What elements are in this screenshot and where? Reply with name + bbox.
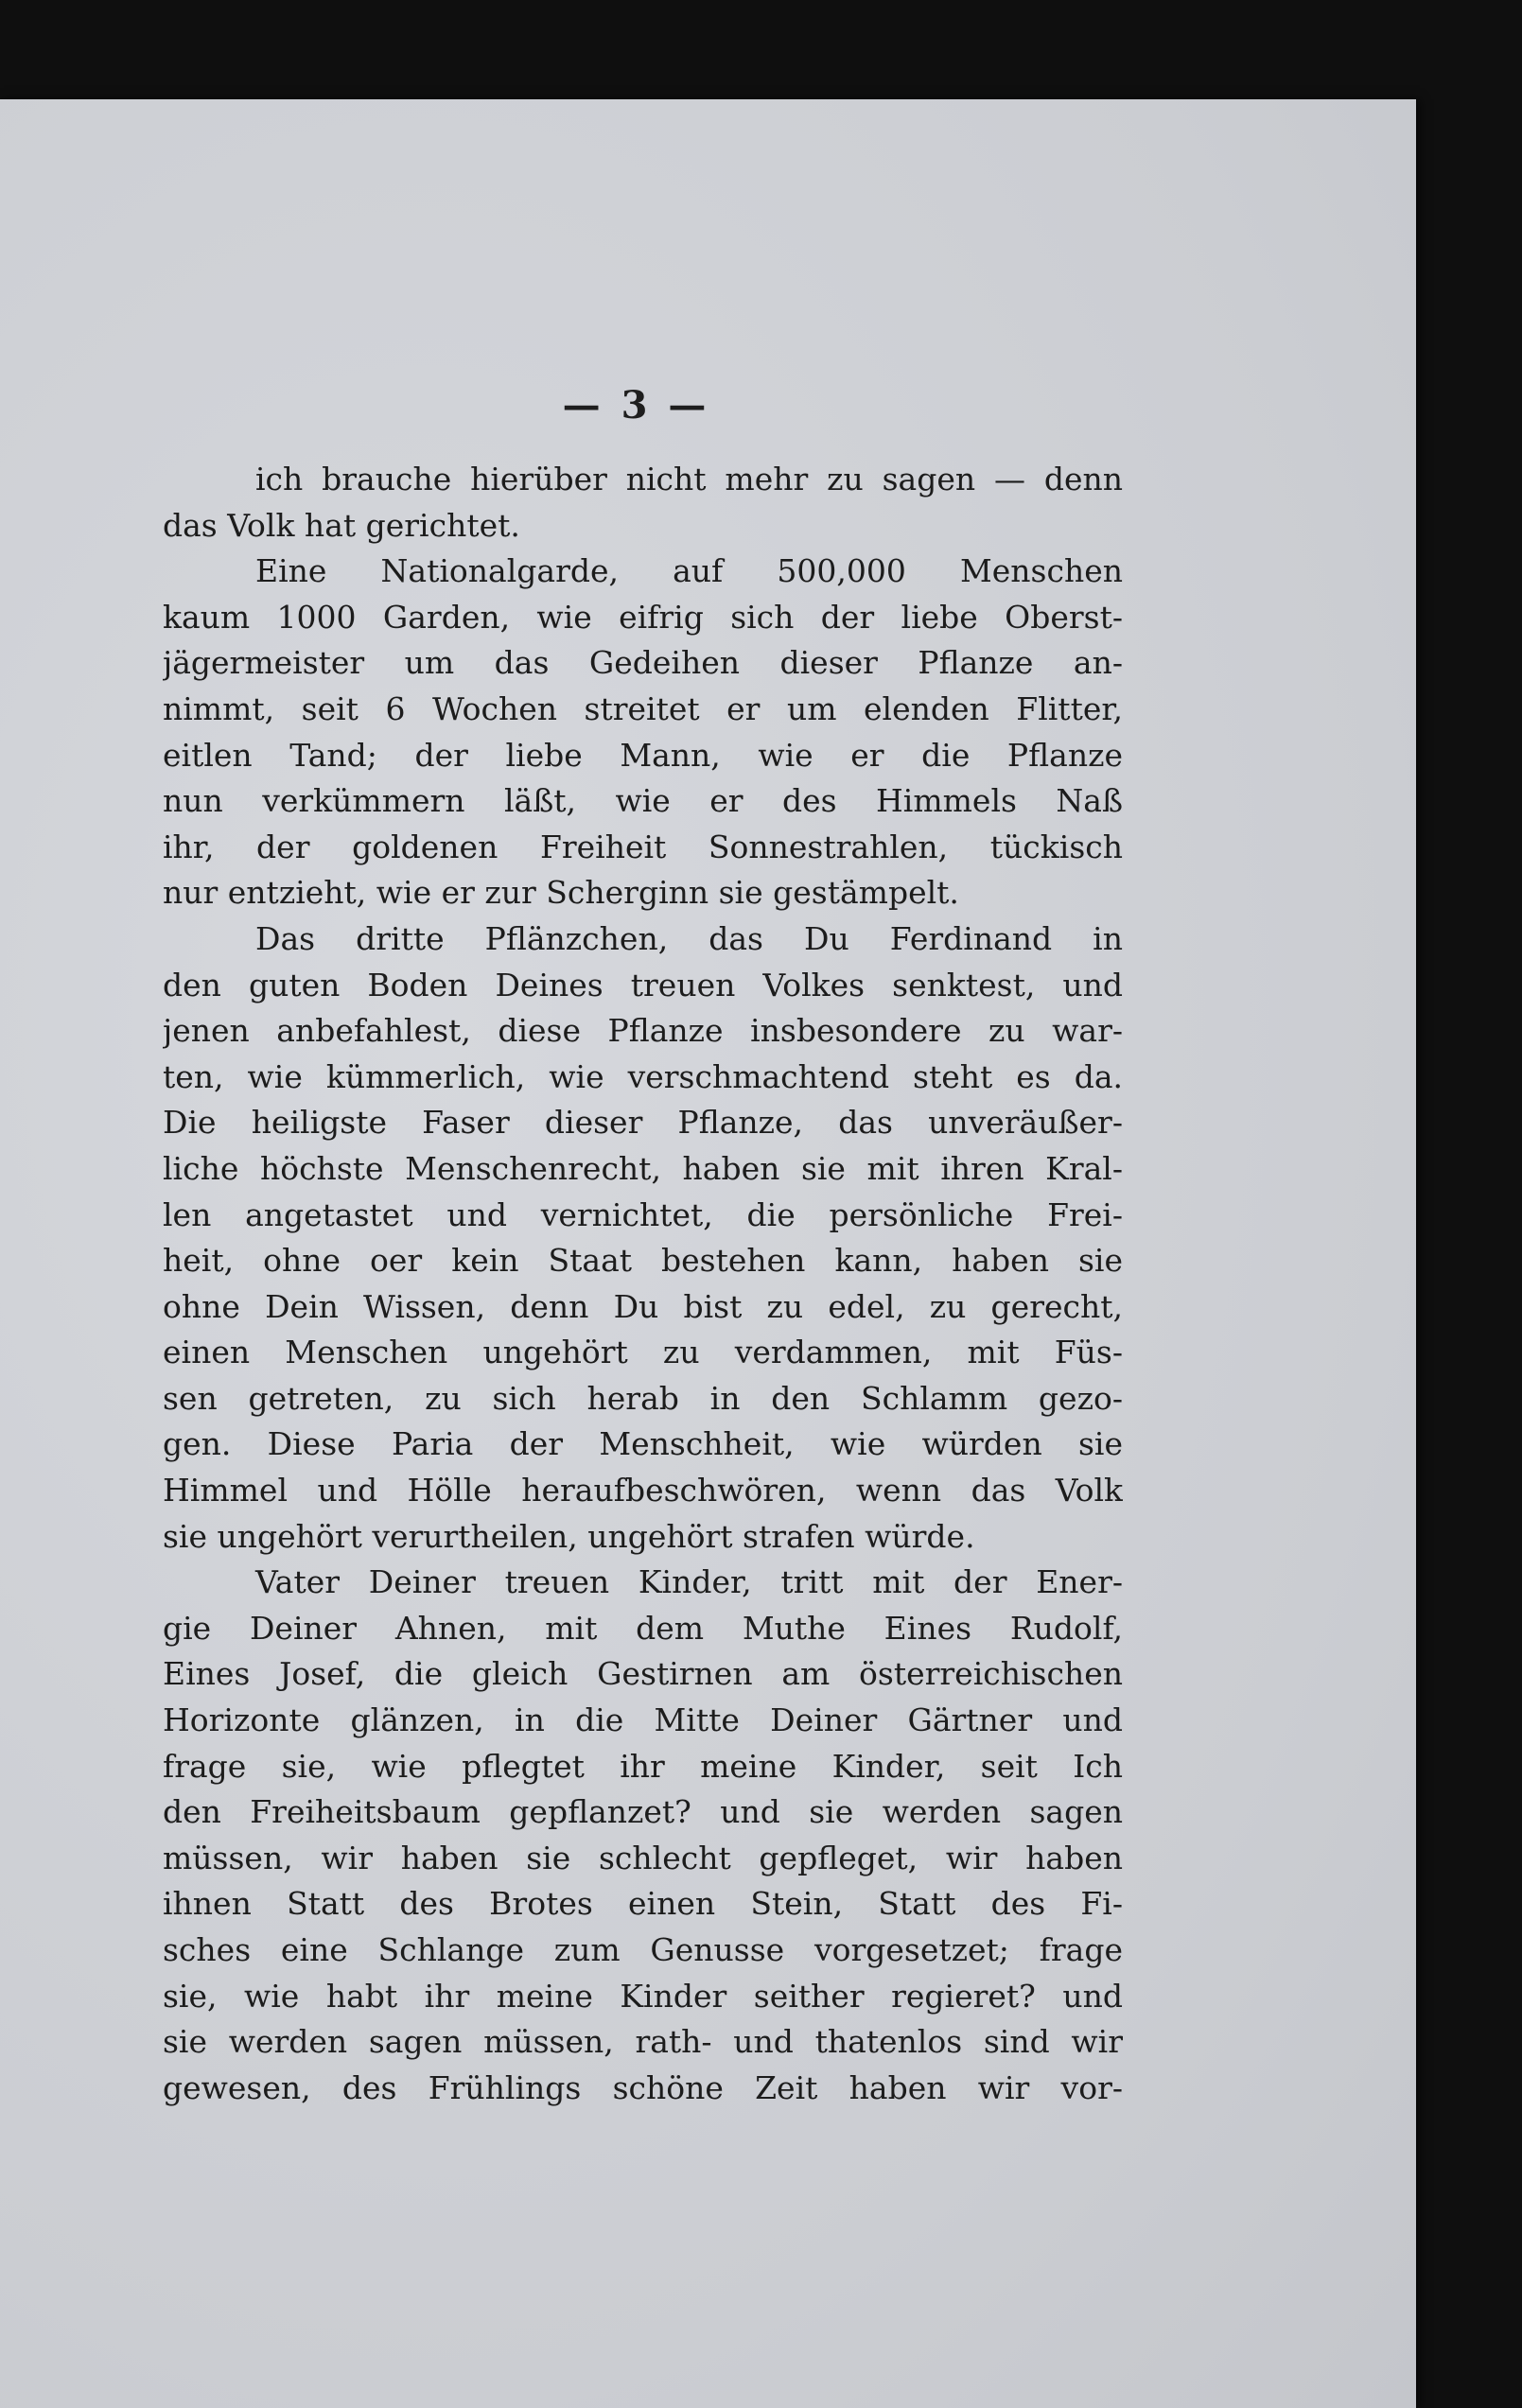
text-line: jägermeister um das Gedeihen dieser Pflanze an- (163, 644, 1123, 682)
text-line: den guten Boden Deines treuen Volkes senktest, und (163, 966, 1123, 1003)
text-line: ich brauche hierüber nicht mehr zu sagen — denn (255, 461, 1123, 497)
text-line: sie ungehört verurtheilen, ungehört strafen würde. (163, 1517, 975, 1555)
text-line: sie, wie habt ihr meine Kinder seither regieret? und (163, 1977, 1123, 2015)
book-page (0, 99, 1416, 2408)
text-line: Eine Nationalgarde, auf 500,000 Menschen (255, 552, 1123, 590)
text-line: Himmel und Hölle heraufbeschwören, wenn das Volk (163, 1472, 1123, 1509)
text-line: ihr, der goldenen Freiheit Sonnestrahlen, tückisch (163, 828, 1123, 865)
text-line: das Volk hat gerichtet. (163, 506, 520, 544)
text-line: nur entzieht, wie er zur Scherginn sie gestämpelt. (163, 874, 959, 912)
text-line: gie Deiner Ahnen, mit dem Muthe Eines Rudolf, (163, 1609, 1123, 1647)
text-line: Horizonte glänzen, in die Mitte Deiner Gärtner und (163, 1701, 1123, 1739)
text-line: kaum 1000 Garden, wie eifrig sich der liebe Oberst- (163, 598, 1123, 636)
text-line: len angetastet und vernichtet, die persönliche Frei- (163, 1195, 1123, 1233)
text-line: müssen, wir haben sie schlecht gepfleget, wir haben (163, 1839, 1123, 1876)
text-line: Die heiligste Faser dieser Pflanze, das unveräußer- (163, 1104, 1123, 1142)
text-line: gen. Diese Paria der Menschheit, wie würden sie (163, 1425, 1123, 1463)
page-number: — 3 — (562, 383, 710, 428)
text-line: gewesen, des Frühlings schöne Zeit haben wir vor- (163, 2068, 1123, 2106)
text-line: Das dritte Pflänzchen, das Du Ferdinand in (255, 919, 1123, 957)
text-line: eitlen Tand; der liebe Mann, wie er die Pflanze (163, 736, 1123, 774)
text-line: ten, wie kümmerlich, wie verschmachtend steht es da. (163, 1057, 1123, 1095)
body-text (163, 457, 1123, 2111)
text-line: ihnen Statt des Brotes einen Stein, Statt des Fi- (163, 1885, 1123, 1923)
text-line: ohne Dein Wissen, denn Du bist zu edel, zu gerecht, (163, 1287, 1123, 1325)
text-line: sie werden sagen müssen, rath- und thatenlos sind wir (163, 2023, 1123, 2061)
text-line: einen Menschen ungehört zu verdammen, mit Füs- (163, 1334, 1123, 1371)
text-line: sches eine Schlange zum Genusse vorgesetzet; frage (163, 1931, 1123, 1968)
text-line: frage sie, wie pflegtet ihr meine Kinder, seit Ich (163, 1747, 1123, 1785)
text-line: jenen anbefahlest, diese Pflanze insbesondere zu war- (163, 1012, 1123, 1050)
text-line: nun verkümmern läßt, wie er des Himmels Naß (163, 782, 1123, 820)
text-line: Eines Josef, die gleich Gestirnen am österreichischen (163, 1655, 1123, 1693)
text-line: liche höchste Menschenrecht, haben sie mit ihren Kral- (163, 1149, 1123, 1187)
text-line: den Freiheitsbaum gepflanzet? und sie werden sagen (163, 1793, 1123, 1831)
text-line: heit, ohne oer kein Staat bestehen kann, haben sie (163, 1242, 1123, 1280)
text-line: nimmt, seit 6 Wochen streitet er um elenden Flitter, (163, 689, 1123, 727)
text-line: sen getreten, zu sich herab in den Schlamm gezo- (163, 1379, 1123, 1417)
text-line: Vater Deiner treuen Kinder, tritt mit der Ener- (255, 1563, 1123, 1601)
